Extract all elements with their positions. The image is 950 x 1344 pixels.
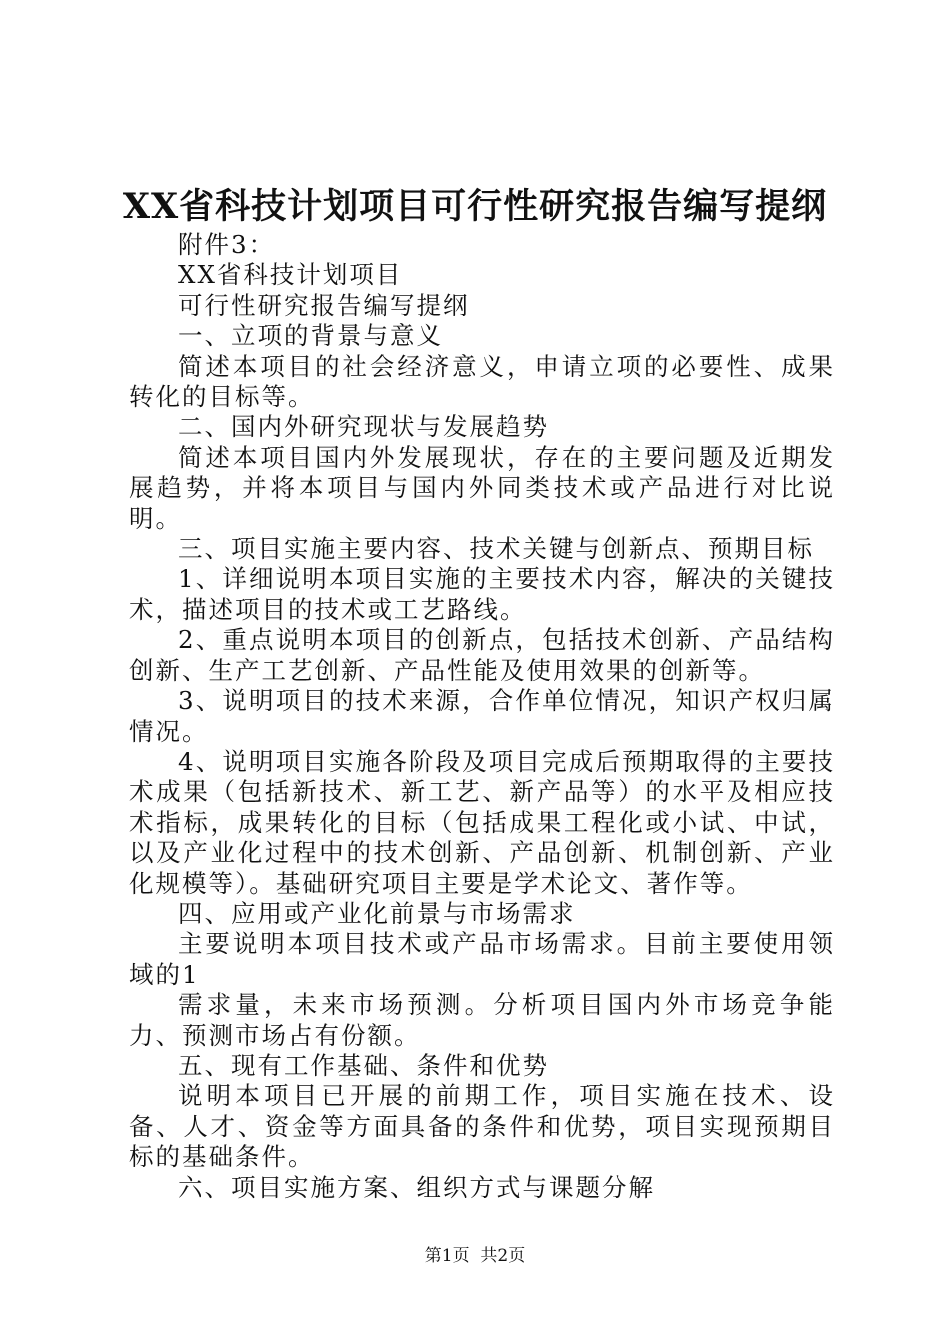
section-heading-5: 五、现有工作基础、条件和优势 xyxy=(178,1050,549,1080)
section-heading-4: 四、应用或产业化前景与市场需求 xyxy=(178,898,576,928)
document-body xyxy=(129,230,835,1203)
paragraph: 主要说明本项目技术或产品市场需求。目前主要使用领域的1 xyxy=(129,929,835,989)
section-heading-1: 一、立项的背景与意义 xyxy=(178,321,443,351)
page-number: 第1页 xyxy=(424,1246,470,1266)
subtitle-program: XX省科技计划项目 xyxy=(178,260,403,290)
list-item: 2、重点说明本项目的创新点，包括技术创新、产品结构创新、生产工艺创新、产品性能及使用效果的创新等。 xyxy=(129,625,835,685)
page-footer xyxy=(0,1244,950,1268)
section-heading-2: 二、国内外研究现状与发展趋势 xyxy=(178,412,549,442)
document-title: XX省科技计划项目可行性研究报告编写提纲 xyxy=(122,186,828,227)
paragraph: 说明本项目已开展的前期工作，项目实施在技术、设备、人才、资金等方面具备的条件和优势，项目实现预期目标的基础条件。 xyxy=(129,1081,835,1172)
section-heading-6: 六、项目实施方案、组织方式与课题分解 xyxy=(178,1172,655,1202)
subtitle-outline: 可行性研究报告编写提纲 xyxy=(178,290,470,320)
section-heading-3: 三、项目实施主要内容、技术关键与创新点、预期目标 xyxy=(178,534,814,564)
paragraph: 简述本项目的社会经济意义，申请立项的必要性、成果转化的目标等。 xyxy=(129,351,835,412)
attachment-label: 附件3： xyxy=(178,230,276,259)
paragraph: 需求量，未来市场预测。分析项目国内外市场竞争能力、预测市场占有份额。 xyxy=(129,990,835,1050)
list-item: 4、说明项目实施各阶段及项目完成后预期取得的主要技术成果（包括新技术、新工艺、新产品等）的水平及相应技术指标，成果转化的目标（包括成果工程化或小试、中试，以及产业化过程中的技术创新、产品创新、机制创新、产业化规模等）。基础研究项目主要是学术论文、著作等。 xyxy=(129,746,835,898)
list-item: 3、说明项目的技术来源，合作单位情况，知识产权归属情况。 xyxy=(129,686,835,746)
page-total: 共2页 xyxy=(480,1246,526,1266)
paragraph: 简述本项目国内外发展现状，存在的主要问题及近期发展趋势，并将本项目与国内外同类技术或产品进行对比说明。 xyxy=(129,442,835,533)
list-item: 1、详细说明本项目实施的主要技术内容，解决的关键技术，描述项目的技术或工艺路线。 xyxy=(129,564,835,624)
